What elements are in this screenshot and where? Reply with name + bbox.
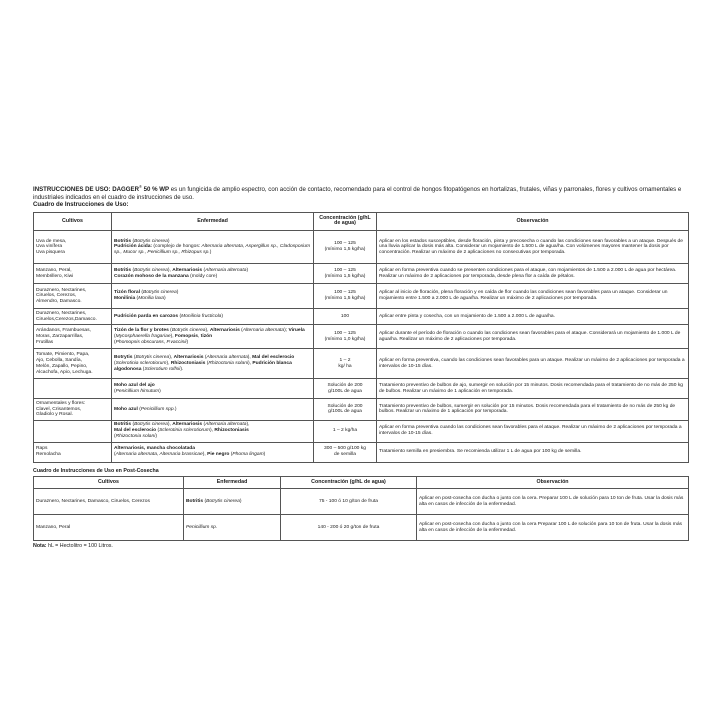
crop-cell: Duraznero, Nectarines, Ciruelos,Cerezos,Damasco. bbox=[34, 309, 112, 325]
disease-text: ( bbox=[202, 267, 206, 273]
table-row bbox=[34, 489, 689, 515]
disease-name: Pie negro bbox=[207, 452, 230, 458]
disease-name: Botritis bbox=[114, 267, 132, 273]
crop-cell bbox=[34, 420, 112, 442]
disease-text: ) bbox=[174, 406, 177, 412]
disease-cell bbox=[112, 399, 314, 420]
pathogen-name: Alternaria alternata bbox=[205, 422, 247, 428]
usage-table-header bbox=[34, 212, 689, 231]
crop-cell: Duraznero, Nectarines, Damasco, Ciruelos, Cerezos bbox=[34, 489, 184, 515]
disease-text: ( bbox=[114, 388, 116, 394]
observation-cell: Aplicar al inicio de floración, plena floración y en caída de flor cuando las condiciones sean favorables para un ataque. Considerar un mojamiento entre 1.500 a 2.000 L de agua/ha. Realizar un máximo de 2 aplicaciones por temporada. bbox=[377, 284, 689, 309]
disease-text: ( bbox=[168, 328, 172, 334]
table-row bbox=[34, 442, 689, 462]
disease-name: Pudrición parda en carozos bbox=[114, 313, 179, 319]
observation-cell: Tratamiento preventivo de bulbos, sumergir en solución por 15 minutos. Dosis recomendada para el tratamiento de no más de 250 kg de bulbos. Realizar un máximo de 1 aplicación por temporada. bbox=[377, 399, 689, 420]
observation-cell: Aplicar en los estados susceptibles, desde floración, pinta y precosecha o cuando las condiciones sean favorables a un ataque. Después de una lluvia aplicar la dosis más alta. Considerar un mojamiento de 1.500 L de agua/ha. Con volúmenes mayores mantener la dosis por concentración. Realizar un máximo de 2 aplicaciones no consecutivas por temporada. bbox=[377, 231, 689, 264]
disease-cell bbox=[112, 442, 314, 462]
disease-text: ( bbox=[114, 434, 116, 439]
disease-text: ( bbox=[132, 355, 136, 361]
disease-text: ( bbox=[141, 366, 145, 372]
disease-text: ) bbox=[239, 499, 242, 504]
pathogen-name: Penicillium hirsutum bbox=[115, 388, 160, 394]
disease-text: ( bbox=[205, 360, 209, 366]
pathogen-name: Botrytis cinerea bbox=[171, 328, 206, 334]
concentration-cell: 1 – 2 kg/ ha bbox=[314, 349, 377, 379]
disease-text: ( bbox=[114, 333, 116, 339]
concentration-cell: 100 – 125 (mínimo 1,0 kg/ha) bbox=[314, 325, 377, 349]
disease-cell bbox=[184, 515, 281, 541]
concentration-cell: 1 – 2 kg/ha bbox=[314, 420, 377, 442]
disease-name: Tizón de la flor y brotes bbox=[114, 328, 169, 334]
disease-cell bbox=[112, 379, 314, 399]
disease-cell bbox=[112, 349, 314, 379]
disease-name: Botritis bbox=[186, 499, 204, 504]
postharvest-table bbox=[33, 476, 689, 542]
crop-cell: Uva de mesa, Uva vinífera Uva pisquera bbox=[34, 231, 112, 264]
disease-text: ( bbox=[114, 360, 116, 366]
pathogen-name: Rhizoctonia solani bbox=[208, 360, 249, 366]
disease-text: ) bbox=[159, 388, 161, 394]
pathogen-name: Monilia laxa bbox=[138, 296, 165, 302]
disease-name: Alternariosis, mancha chocolatada bbox=[114, 446, 195, 452]
disease-cell bbox=[112, 325, 314, 349]
table1-title: Cuadro de Instrucciones de Uso: bbox=[33, 201, 129, 209]
crop-cell: Manzano, Peral bbox=[34, 515, 184, 541]
note-text: hL = Hectolitro = 100 Litros. bbox=[46, 543, 113, 550]
disease-text: ) bbox=[167, 238, 170, 244]
disease-name: Moho azul bbox=[114, 406, 138, 412]
disease-text: ), bbox=[209, 428, 215, 434]
postharvest-table-header bbox=[34, 476, 689, 489]
disease-text: ( bbox=[239, 328, 243, 334]
observation-cell: Aplicar entre pinta y cosecha, con un mojamiento de 1.500 a 2.000 L de agua/ha. bbox=[377, 309, 689, 325]
disease-text: ( bbox=[137, 406, 141, 412]
disease-text: ) bbox=[263, 452, 266, 458]
crop-cell: Tomate, Pimiento, Papa, Ajo, Cebolla, Sandía, Melón, Zapallo, Pepino, Alcachofa, Apio, Lechuga. bbox=[34, 349, 112, 379]
intro-paragraph bbox=[33, 183, 688, 201]
disease-text: ) bbox=[155, 434, 157, 439]
concentration-cell: 300 – 500 g/100 kg de semilla bbox=[314, 442, 377, 462]
disease-text: ), bbox=[202, 452, 208, 458]
disease-cell bbox=[112, 231, 314, 264]
disease-text: , bbox=[163, 339, 167, 345]
concentration-cell: 100 bbox=[314, 309, 377, 325]
intro-lead: INSTRUCCIONES DE USO: DAGGER bbox=[33, 186, 139, 194]
pathogen-name: P.vaccinii bbox=[166, 339, 187, 345]
pathogen-name: Alternaria alternata, Aspergillus sp., Cladosporium sp., Mucor sp., Penicillium sp., Rhizopus sp. bbox=[114, 244, 311, 256]
header-cultivos: Cultivos bbox=[34, 212, 112, 231]
disease-name: Monilinia bbox=[114, 296, 136, 302]
disease-text: ( bbox=[114, 452, 116, 458]
disease-text: ) bbox=[176, 290, 179, 296]
disease-name: Rhizoctoniasis bbox=[214, 428, 249, 434]
disease-text: ), bbox=[248, 360, 253, 366]
disease-text: ( bbox=[203, 355, 207, 361]
disease-text: ). bbox=[180, 366, 184, 372]
disease-cell bbox=[184, 489, 281, 515]
disease-text: ( bbox=[135, 296, 139, 302]
concentration-cell: 100 – 125 (mínimo 1,5 kg/ha) bbox=[314, 231, 377, 264]
observation-cell: Aplicar durante el período de floración o cuando las condiciones sean favorables para el ataque. Considerará un mojamiento de 1.000 L de agua/ha. Realizar un máximo de 2 aplicaciones por temporada. bbox=[377, 325, 689, 349]
table-row bbox=[34, 325, 689, 349]
pc-header-observacion: Observación bbox=[417, 476, 689, 489]
crop-cell: Manzano, Peral, Membrillero, Kiwi bbox=[34, 264, 112, 284]
disease-text: ), bbox=[205, 328, 210, 334]
pathogen-name: Botrytis cinerea bbox=[134, 422, 168, 428]
table-row bbox=[34, 284, 689, 309]
disease-text: ( bbox=[131, 267, 135, 273]
pathogen-name: Alternaria alternata bbox=[205, 267, 247, 273]
pathogen-name: Penicillium sp. bbox=[186, 525, 218, 530]
pathogen-name: Botrytis cinerea bbox=[135, 355, 170, 361]
table-row bbox=[34, 231, 689, 264]
disease-name: Fomopsis bbox=[174, 333, 199, 339]
crop-cell: Ornamentales y flores: Clavel, Crisantemos, Gladiolo y Rosal. bbox=[34, 399, 112, 420]
pathogen-name: Monilinia fructicola bbox=[181, 313, 222, 319]
crop-cell: Raps Remolacha bbox=[34, 442, 112, 462]
crop-cell bbox=[34, 379, 112, 399]
disease-text: ( bbox=[140, 290, 143, 296]
observation-cell: Aplicar en post-cosecha con ducha o junto con la cera Preparar 100 L de solución para 10 ton de fruta. Usar la dosis más alta en casos de infección de la enfermedad. bbox=[417, 515, 689, 541]
table-row bbox=[34, 264, 689, 284]
disease-text: ( bbox=[229, 452, 233, 458]
usage-table bbox=[33, 212, 689, 463]
concentration-cell: Solución de 200 g/100L de agua bbox=[314, 379, 377, 399]
observation-cell: Tratamiento semilla en presiembra. Se recomienda utilizar 1 L de agua por 100 kg de semilla. bbox=[377, 442, 689, 462]
table-row bbox=[34, 379, 689, 399]
disease-text: ( bbox=[178, 313, 182, 319]
disease-text: , bbox=[198, 333, 201, 339]
pathogen-name: Botrytis cinerea bbox=[206, 499, 240, 504]
disease-name: Botritis bbox=[114, 422, 132, 428]
registered-mark: ® bbox=[138, 184, 142, 189]
disease-text: ) bbox=[221, 313, 224, 319]
document bbox=[33, 183, 688, 549]
note-label: Nota: bbox=[33, 543, 47, 550]
disease-name: Alternariosis bbox=[173, 355, 204, 361]
crop-cell: Duraznero, Nectarines, Ciruelos, Cerezos, Almendro, Damasco. bbox=[34, 284, 112, 309]
disease-text: ), bbox=[169, 355, 174, 361]
concentration-cell: 140 - 200 ó 20 g/ton de fruta bbox=[281, 515, 417, 541]
disease-name: Pudrición ácida: bbox=[114, 244, 153, 250]
disease-text: ), bbox=[170, 333, 175, 339]
disease-name: Corazón mohoso de la manzana bbox=[114, 273, 189, 279]
disease-text: ( bbox=[114, 339, 116, 345]
disease-text: (complejo de hongos: bbox=[152, 244, 202, 250]
disease-name: Tizón floral bbox=[114, 290, 140, 296]
disease-name: Moho azul del ajo bbox=[114, 382, 155, 388]
observation-cell: Aplicar en forma preventiva cuando las condiciones sean favorables para el ataque. Realizar un máximo de 2 aplicaciones por temporada a intervalos de 10-15 días. bbox=[377, 420, 689, 442]
pathogen-name: Sclerotinia sclerotiorum bbox=[115, 360, 167, 366]
intro-product: 50 % WP bbox=[141, 186, 170, 194]
disease-text: ), bbox=[166, 360, 171, 366]
pathogen-name: Sclerotinia sclerotiorum bbox=[159, 428, 210, 434]
pathogen-name: Rhizoctonia solani bbox=[115, 434, 156, 439]
pathogen-name: Phomopsis obscurans bbox=[115, 339, 164, 345]
disease-cell bbox=[112, 284, 314, 309]
disease-name: Alternariosis bbox=[172, 422, 203, 428]
observation-cell: Aplicar en forma preventiva, cuando las condiciones sean favorables para un ataque. Realizar un máximo de 2 aplicaciones por temporada a intervalos de 10-15 días. bbox=[377, 349, 689, 379]
pc-header-concentracion: Concentración (g/hL de agua) bbox=[281, 476, 417, 489]
pathogen-name: Botrytis cinerea bbox=[143, 290, 177, 296]
pathogen-name: Phoma lingam bbox=[232, 452, 264, 458]
disease-text: ), bbox=[247, 355, 253, 361]
pathogen-name: Botrytis cinerea bbox=[134, 238, 168, 244]
pathogen-name: Botrytis cinerea bbox=[134, 267, 168, 273]
disease-text: ), bbox=[167, 422, 173, 428]
disease-name: Viruela bbox=[288, 328, 305, 334]
concentration-cell: Solución de 200 g/100L de agua bbox=[314, 399, 377, 420]
disease-text: ( bbox=[131, 422, 135, 428]
intro-text: es un fungicida de amplio espectro, con acción de contacto, recomendado para el control de hongos fitopatógenos en hortalizas, frutales, viñas y parronales, flores y cultivos ornamentales e industriales indicados en el cuadro de instrucciones de uso. bbox=[33, 186, 682, 201]
disease-name: tizón bbox=[200, 333, 213, 339]
table-row bbox=[34, 309, 689, 325]
observation-cell: Tratamiento preventivo de bulbos de ajo, sumergir en solución por 15 minutos. Dosis recomendada para el tratamiento de no más de 250 kg de bulbos. Realizar un máximo de 1 aplicación en temporada. bbox=[377, 379, 689, 399]
disease-text: ) bbox=[164, 296, 166, 302]
pc-header-cultivos: Cultivos bbox=[34, 476, 184, 489]
disease-text: ( bbox=[131, 238, 135, 244]
disease-name: Alternariosis bbox=[209, 328, 240, 334]
disease-text: ); bbox=[284, 328, 289, 334]
disease-text: ) bbox=[209, 250, 212, 256]
table2-title: Cuadro de Instrucciones de Uso en Post-Cosecha bbox=[33, 467, 159, 474]
header-observacion: Observación bbox=[377, 212, 689, 231]
disease-text: ( bbox=[203, 499, 207, 504]
disease-text: ) bbox=[186, 339, 189, 345]
table-row bbox=[34, 420, 689, 442]
pathogen-name: Penicillium spp. bbox=[140, 406, 175, 412]
disease-cell bbox=[112, 420, 314, 442]
disease-name: Alternariosis bbox=[172, 267, 203, 273]
disease-text: ) bbox=[246, 267, 249, 273]
disease-text: ( bbox=[156, 428, 160, 434]
pathogen-name: Alternaria alternata, Alternaria brassicae bbox=[115, 452, 203, 458]
concentration-cell: 100 – 125 (mínimo 1,5 kg/ha) bbox=[314, 284, 377, 309]
observation-cell: Aplicar en post-cosecha con ducha o junto con la cera. Preparar 100 L de solución para 10 ton de fruta. Usar la dosis más alta en casos de infección de la enfermedad. bbox=[417, 489, 689, 515]
disease-text: ), bbox=[246, 422, 250, 428]
disease-cell bbox=[112, 309, 314, 325]
table-row bbox=[34, 349, 689, 379]
crop-cell: Arándanos, Frambuesas, Moras, Zarzaparrillas, Frutillas bbox=[34, 325, 112, 349]
disease-name: Pudrición blanca algodonosa bbox=[114, 360, 292, 372]
pathogen-name: Sclerotium rolfsii bbox=[144, 366, 181, 372]
table-row bbox=[34, 515, 689, 541]
pc-header-enfermedad: Enfermedad bbox=[184, 476, 281, 489]
disease-name: Botrytis bbox=[114, 355, 133, 361]
pathogen-name: Alternaria alternata bbox=[206, 355, 248, 361]
disease-cell bbox=[112, 264, 314, 284]
observation-cell: Aplicar en forma preventiva cuando se presenten condiciones para el ataque, con mojamientos de 1.500 a 2.000 L de agua por hectárea. Realizar un máximo de 2 aplicaciones por temporada, desde plena flor a caída de pétalos. bbox=[377, 264, 689, 284]
pathogen-name: Mycosphaerella fragariae bbox=[115, 333, 171, 339]
pathogen-name: Alternaria alternata bbox=[242, 328, 285, 334]
header-enfermedad: Enfermedad bbox=[112, 212, 314, 231]
disease-name: Mal del esclerocio bbox=[114, 428, 157, 434]
disease-name: Rhizoctoniasis bbox=[170, 360, 206, 366]
disease-text: ( bbox=[202, 422, 206, 428]
concentration-cell: 100 – 125 (mínimo 1,5 kg/ha) bbox=[314, 264, 377, 284]
header-concentracion: Concentración (g/hL de agua) bbox=[314, 212, 377, 231]
disease-text: (moldy core) bbox=[188, 273, 218, 279]
concentration-cell: 75 - 100 ó 10 g/ton de fruta bbox=[281, 489, 417, 515]
disease-name: Botritis bbox=[114, 238, 132, 244]
table-row bbox=[34, 399, 689, 420]
note bbox=[33, 543, 688, 549]
disease-text: ), bbox=[167, 267, 173, 273]
disease-name: Mal del esclerocio bbox=[252, 355, 295, 361]
